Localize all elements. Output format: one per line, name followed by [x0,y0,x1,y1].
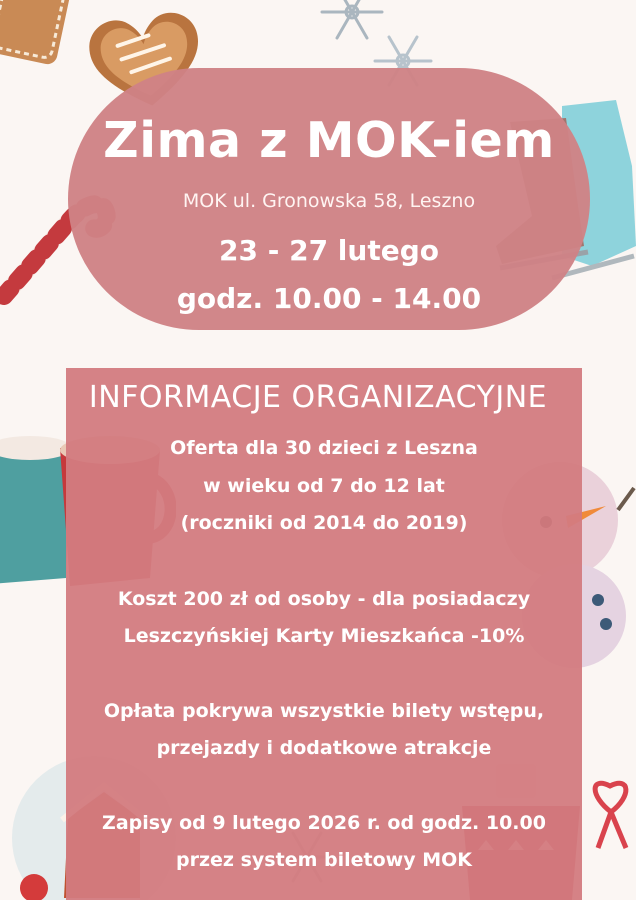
fee-line: przejazdy i dodatkowe atrakcje [156,737,492,759]
event-title: Zima z MOK-iem [103,112,555,169]
event-address: MOK ul. Gronowska 58, Leszno [182,190,476,212]
signup-line: Zapisy od 9 lutego 2026 r. od godz. 10.00 [102,812,546,834]
gingerbread-cookie-icon [0,0,70,70]
signup-line: przez system biletowy MOK [176,849,472,871]
fee-line: Opłata pokrywa wszystkie bilety wstępu, [103,700,545,722]
cost-line: Leszczyńskiej Karty Mieszkańca -10% [123,625,525,647]
event-dates: 23 - 27 lutego [219,234,439,267]
cost-line: Koszt 200 zł od osoby - dla posiadaczy [117,588,531,610]
offer-line: w wieku od 7 do 12 lat [203,475,445,497]
info-heading: INFORMACJE ORGANIZACYJNE [88,380,548,415]
offer-line: Oferta dla 30 dzieci z Leszna [170,437,478,459]
event-hours: godz. 10.00 - 14.00 [176,282,482,315]
offer-line: (roczniki od 2014 do 2019) [180,512,468,534]
